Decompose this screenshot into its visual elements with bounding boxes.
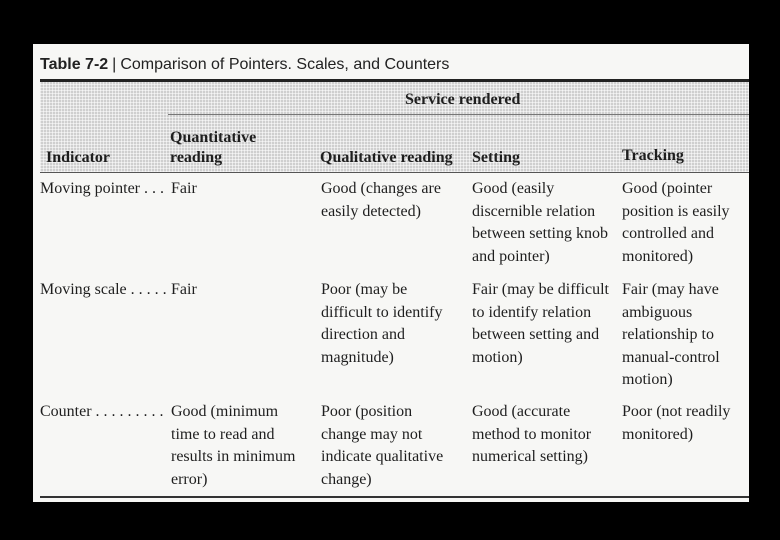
cell-qualitative: Poor (position change may not indicate qualitative change)	[321, 403, 444, 488]
cell-quantitative: Fair	[171, 180, 197, 197]
cell-qualitative: Good (changes are easily detected)	[321, 180, 441, 220]
document-page	[33, 44, 749, 502]
caption-separator: |	[112, 56, 117, 73]
cell-setting: Good (accurate method to monitor numerical setting)	[472, 403, 592, 465]
cell-tracking: Fair (may have ambiguous relationship to manual-control motion)	[622, 281, 720, 388]
cell-qualitative: Poor (may be difficult to identify direction and magnitude)	[321, 281, 443, 366]
table-header	[40, 82, 749, 172]
table-title: Comparison of Pointers. Scales, and Counters	[120, 56, 450, 73]
cell-indicator: Counter . . . . . . . . .	[40, 403, 164, 420]
table-number: Table 7-2	[40, 56, 109, 73]
column-header-qualitative: Qualitative reading	[320, 149, 453, 166]
cell-tracking: Poor (not readily monitored)	[622, 403, 731, 443]
cell-indicator: Moving pointer . . .	[40, 180, 164, 197]
table-caption	[40, 56, 449, 74]
cell-setting: Fair (may be difficult to identify relation between setting and motion)	[472, 281, 609, 366]
cell-tracking: Good (pointer position is easily controlled and monitored)	[622, 180, 730, 265]
column-header-tracking: Tracking	[622, 147, 684, 164]
cell-quantitative: Good (minimum time to read and results in minimum error)	[171, 403, 296, 488]
group-header: Service rendered	[405, 91, 521, 108]
group-header-rule	[168, 114, 749, 115]
cell-indicator: Moving scale . . . . .	[40, 281, 167, 298]
column-header-quantitative: Quantitative reading	[170, 129, 257, 166]
header-rule	[40, 172, 749, 173]
cell-setting: Good (easily discernible relation between setting knob and pointer)	[472, 180, 608, 265]
column-header-setting: Setting	[472, 149, 520, 166]
bottom-rule	[40, 496, 749, 498]
cell-quantitative: Fair	[171, 281, 197, 298]
column-header-indicator: Indicator	[46, 149, 110, 166]
